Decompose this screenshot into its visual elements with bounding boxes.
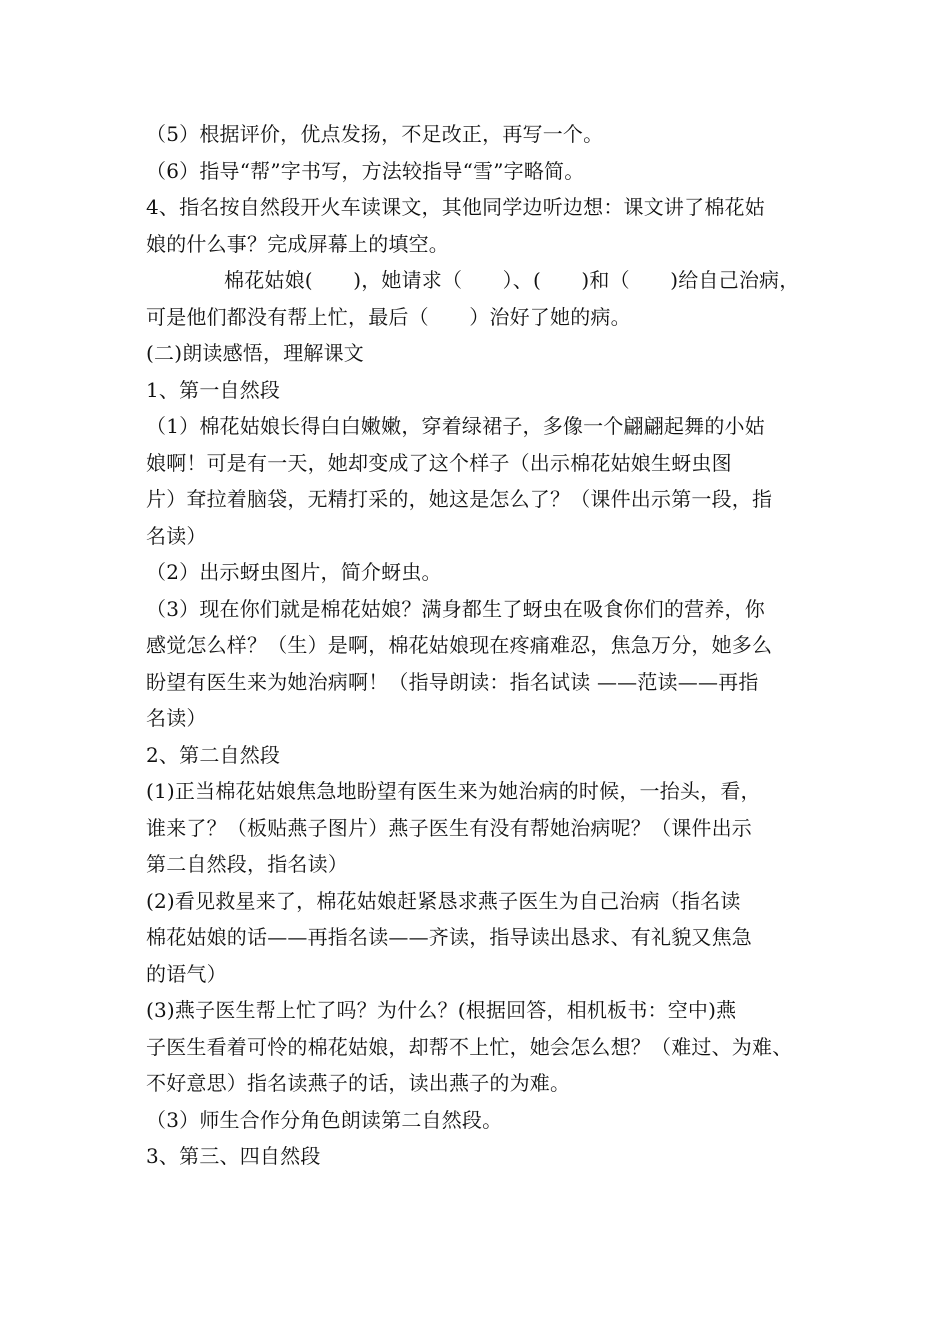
item-4-line-2: 娘的什么事？完成屏幕上的填空。 [146, 231, 449, 256]
para2-step1-line-1: (1)正当棉花姑娘焦急地盼望有医生来为她治病的时候，一抬头，看， [146, 779, 761, 803]
para2-step3b-line: （3）师生合作分角色朗读第二自然段。 [146, 1107, 503, 1132]
item-4-line-1: 4、指名按自然段开火车读课文，其他同学边听边想：课文讲了棉花姑 [146, 195, 765, 219]
para2-step3-line-3: 不好意思）指名读燕子的话，读出燕子的为难。 [146, 1071, 571, 1095]
para1-step1-line-4: 名读） [146, 523, 207, 548]
step-6-line: （6）指导“帮”字书写，方法较指导“雪”字略简。 [146, 158, 585, 183]
paragraph-2-heading: 2、第二自然段 [146, 742, 281, 767]
paragraph-3-4-heading: 3、第三、四自然段 [146, 1144, 321, 1168]
step-5-line: （5）根据评价，优点发扬，不足改正，再写一个。 [146, 122, 604, 146]
para1-step3-line-2: 感觉怎么样？（生）是啊，棉花姑娘现在疼痛难忍，焦急万分，她多么 [146, 633, 773, 657]
para2-step1-line-2: 谁来了？（板贴燕子图片）燕子医生有没有帮她治病呢？（课件出示 [146, 815, 752, 840]
para1-step1-line-3: 片）耷拉着脑袋，无精打采的，她这是怎么了？（课件出示第一段，指 [146, 487, 773, 511]
para2-step2-line-3: 的语气） [146, 961, 227, 986]
section-heading-2: (二)朗读感悟，理解课文 [146, 341, 365, 365]
paragraph-1-heading: 1、第一自然段 [146, 377, 281, 402]
para1-step1-line-2: 娘啊！可是有一天，她却变成了这个样子（出示棉花姑娘生蚜虫图 [146, 450, 732, 475]
para2-step3-line-2: 子医生看着可怜的棉花姑娘，却帮不上忙，她会怎么想？（难过、为难、 [146, 1034, 793, 1059]
para1-step1-line-1: （1）棉花姑娘长得白白嫩嫩，穿着绿裙子，多像一个翩翩起舞的小姑 [146, 414, 765, 438]
para1-step2-line: （2）出示蚜虫图片，简介蚜虫。 [146, 560, 442, 584]
document-body [146, 116, 826, 1175]
para2-step2-line-2: 棉花姑娘的话——再指名读——齐读，指导读出恳求、有礼貌又焦急 [146, 925, 752, 949]
para2-step3-line-1: (3)燕子医生帮上忙了吗？为什么？(根据回答，相机板书：空中)燕 [146, 998, 737, 1022]
fill-blank-line-2: 可是他们都没有帮上忙，最后（ ）治好了她的病。 [146, 304, 631, 329]
para2-step1-line-3: 第二自然段，指名读） [146, 852, 348, 876]
para2-step2-line-1: (2)看见救星来了，棉花姑娘赶紧恳求燕子医生为自己治病（指名读 [146, 888, 741, 913]
para1-step3-line-3: 盼望有医生来为她治病啊！（指导朗读：指名试读 ——范读——再指 [146, 669, 759, 694]
fill-blank-line-1: 棉花姑娘( )，她请求（ ）、( )和（ )给自己治病， [224, 268, 800, 292]
para1-step3-line-1: （3）现在你们就是棉花姑娘？满身都生了蚜虫在吸食你们的营养，你 [146, 596, 765, 621]
para1-step3-line-4: 名读） [146, 706, 207, 730]
